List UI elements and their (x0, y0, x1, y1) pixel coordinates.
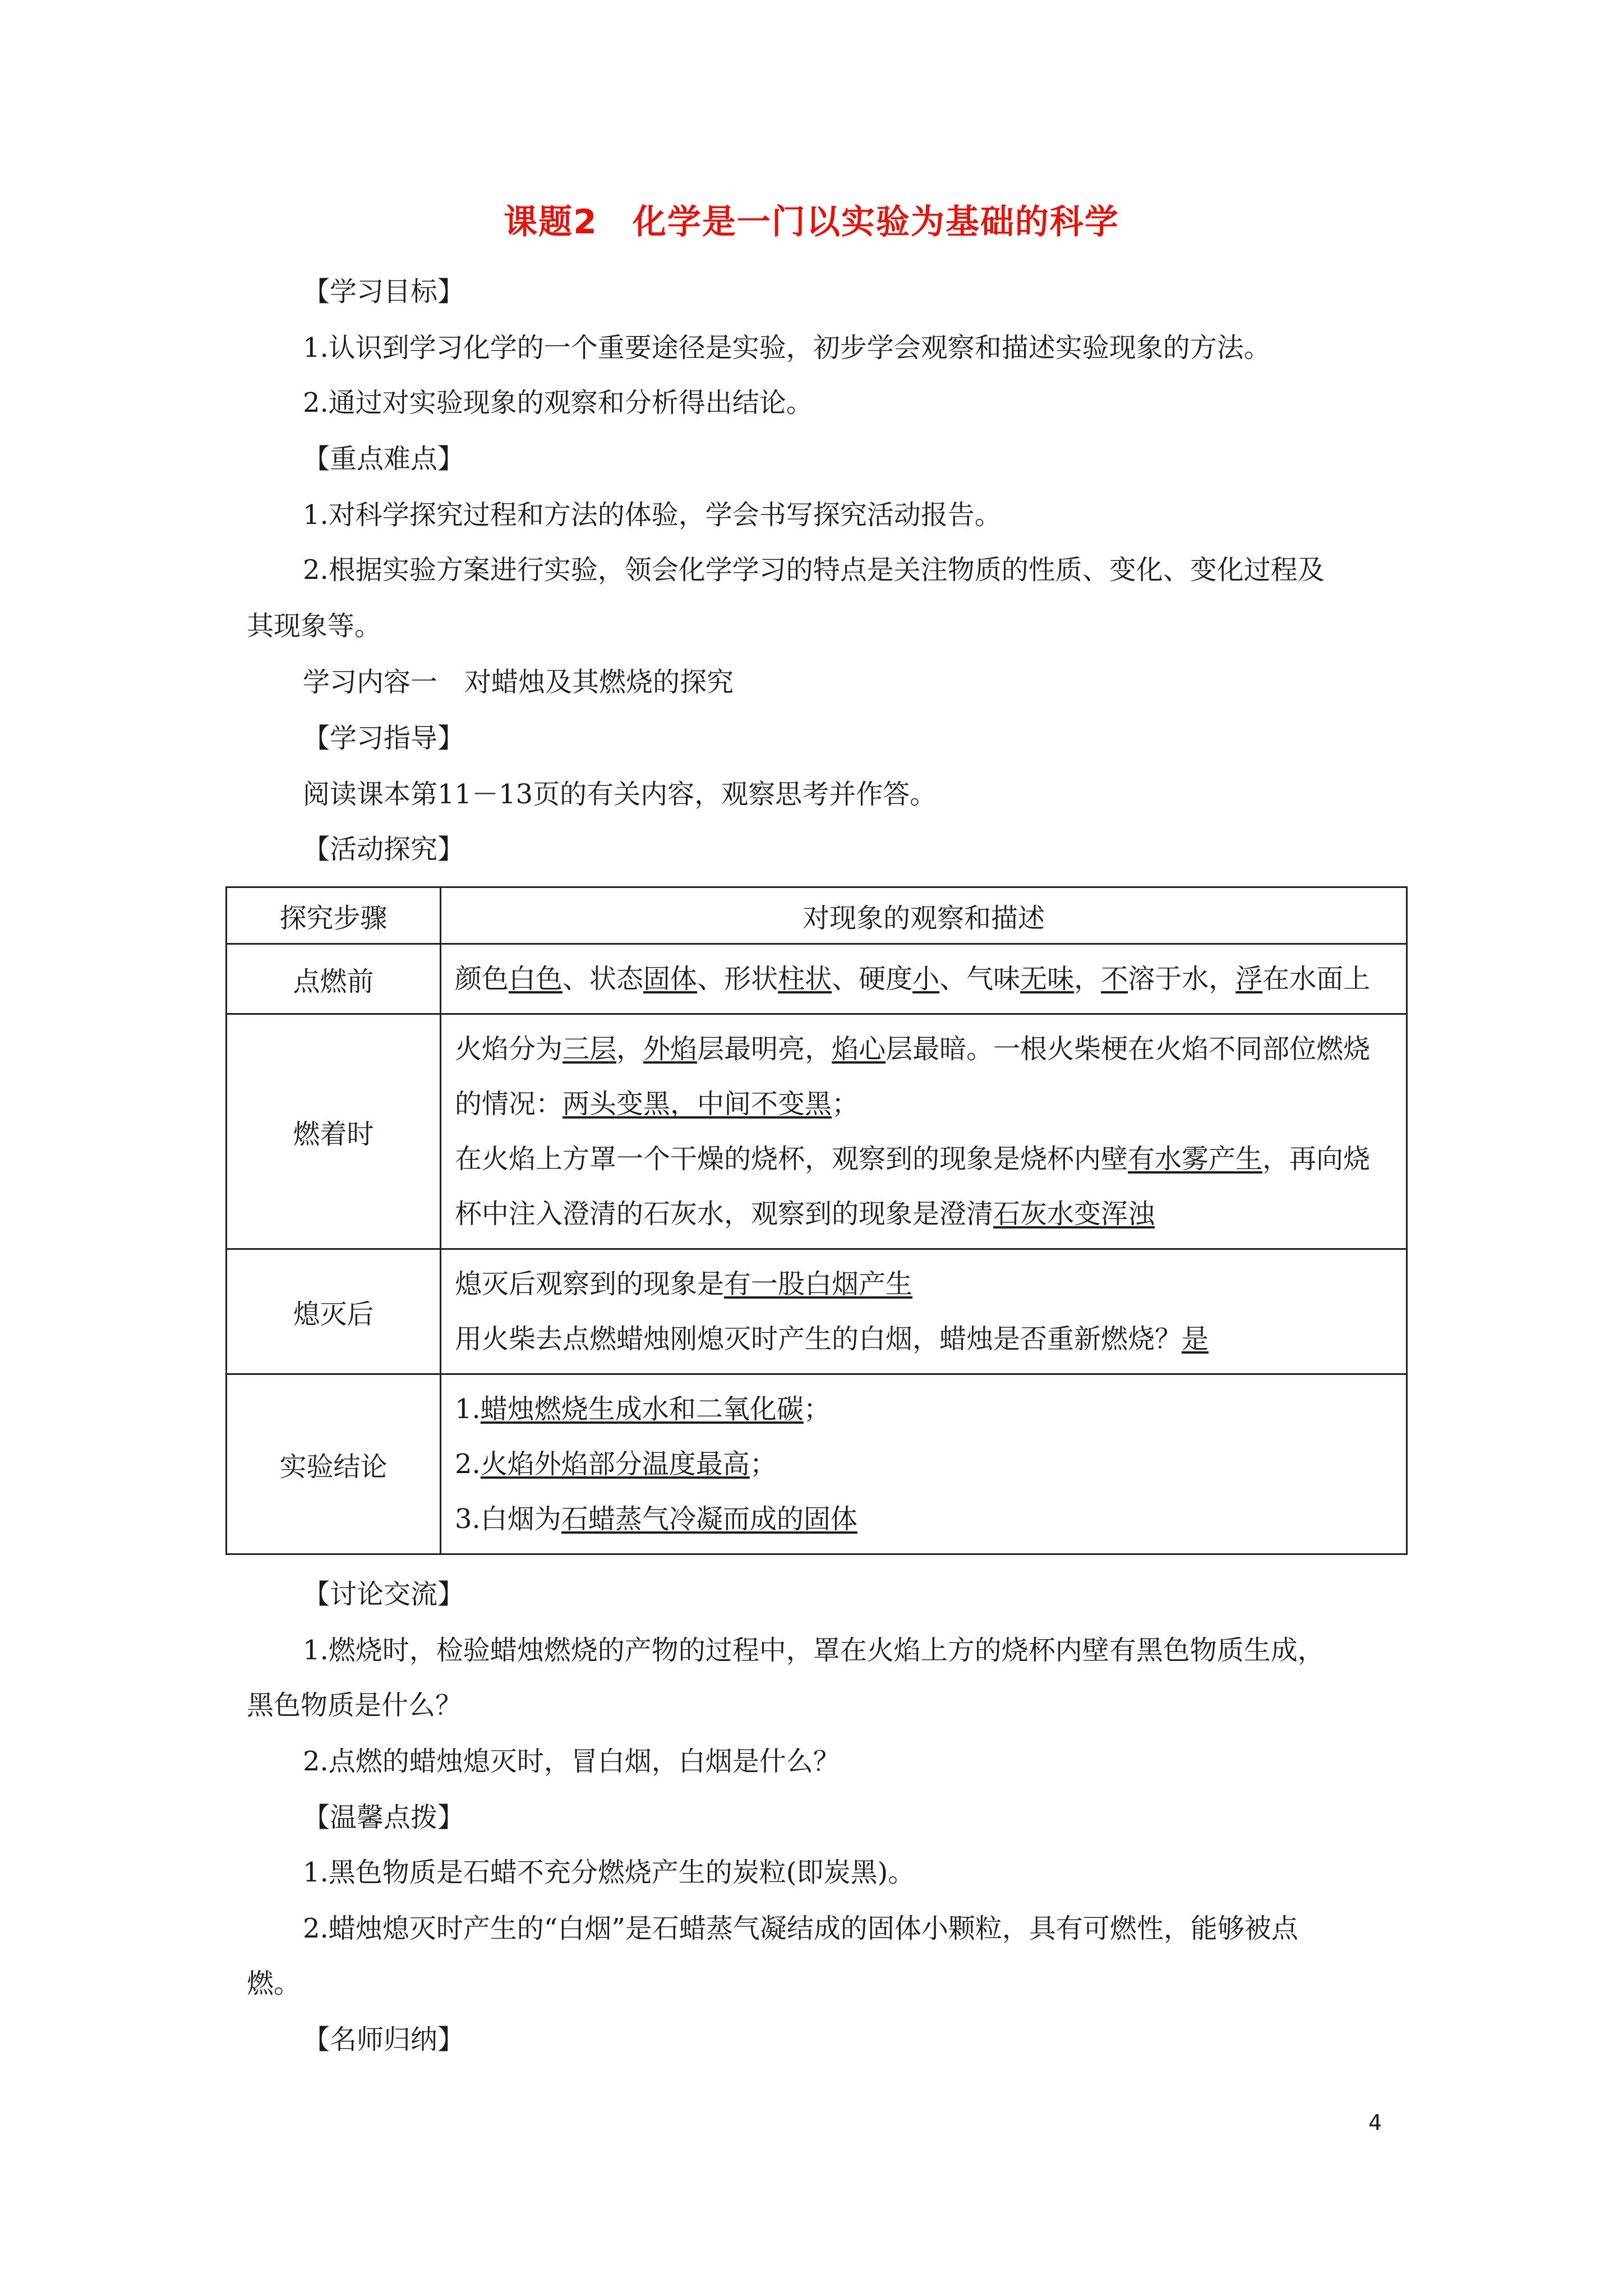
text-run: ； (832, 1088, 859, 1120)
content-1-title: 学习内容一 对蜡烛及其燃烧的探究 (303, 666, 734, 698)
text-run: 、气味 (939, 963, 1021, 995)
text-run: 层最暗。一根火柴梗在火焰不同部位燃烧的情况： (455, 1033, 1371, 1120)
description-cell (441, 1374, 1407, 1554)
answer-blank: 火焰外焰部分温度最高 (480, 1448, 750, 1480)
text-run: 颜色 (455, 963, 509, 995)
text-run: 2. (455, 1448, 481, 1480)
text-run: ，再向烧杯中注入澄清的石灰水，观察到的现象是澄清 (455, 1143, 1371, 1230)
table-row (227, 1014, 1407, 1249)
objective-2: 2.通过对实验现象的观察和分析得出结论。 (303, 387, 813, 418)
table-row (227, 1374, 1407, 1554)
text-run: 1. (455, 1393, 481, 1425)
step-cell: 点燃前 (227, 944, 441, 1014)
answer-blank: 有一股白烟产生 (724, 1268, 913, 1300)
discussion-heading: 【讨论交流】 (303, 1579, 465, 1610)
text-run: 火焰分为 (455, 1033, 563, 1065)
tips-heading: 【温馨点拨】 (303, 1802, 465, 1833)
answer-blank: 无味 (1020, 963, 1075, 995)
answer-blank: 固体 (643, 963, 698, 995)
discussion-q1-line-1: 1.燃烧时，检验蜡烛燃烧的产物的过程中，罩在火焰上方的烧杯内壁有黑色物质生成， (303, 1635, 1325, 1666)
guidance-text: 阅读课本第11－13页的有关内容，观察思考并作答。 (303, 779, 937, 810)
text-run: ； (749, 1448, 777, 1480)
header-description: 对现象的观察和描述 (441, 887, 1407, 944)
description-cell (441, 1014, 1407, 1249)
text-run: 、硬度 (832, 963, 913, 995)
answer-blank: 浮 (1235, 963, 1263, 995)
activity-heading: 【活动探究】 (303, 834, 465, 865)
tip-1: 1.黑色物质是石蜡不充分燃烧产生的炭粒(即炭黑)。 (303, 1857, 915, 1888)
text-run: ， (1074, 963, 1101, 995)
answer-blank: 石蜡蒸气冷凝而成的固体 (561, 1503, 857, 1535)
key-points-heading: 【重点难点】 (303, 443, 465, 475)
page-number: 4 (1368, 2110, 1382, 2135)
table-row (227, 944, 1407, 1014)
guidance-heading: 【学习指导】 (303, 723, 465, 754)
answer-blank: 蜡烛燃烧生成水和二氧化碳 (480, 1393, 804, 1425)
key-point-1: 1.对科学探究过程和方法的体验，学会书写探究活动报告。 (303, 499, 1002, 531)
answer-blank: 三层 (562, 1033, 617, 1065)
text-run: 在水面上 (1262, 963, 1371, 995)
objectives-heading: 【学习目标】 (303, 276, 465, 307)
key-point-2-line-2: 其现象等。 (247, 610, 382, 642)
text-run: 、形状 (697, 963, 778, 995)
answer-blank: 石灰水变浑浊 (993, 1198, 1155, 1230)
text-run: 熄灭后观察到的现象是 (455, 1268, 725, 1300)
answer-blank: 是 (1182, 1323, 1209, 1355)
text-run: 在火焰上方罩一个干燥的烧杯，观察到的现象是烧杯内壁 (455, 1143, 1128, 1175)
key-point-2-line-1: 2.根据实验方案进行实验，领会化学学习的特点是关注物质的性质、变化、变化过程及 (303, 554, 1325, 586)
answer-blank: 白色 (509, 963, 563, 995)
answer-blank: 焰心 (832, 1033, 886, 1065)
table-header-row (227, 887, 1407, 944)
discussion-q1-line-2: 黑色物质是什么？ (247, 1690, 463, 1721)
objective-1: 1.认识到学习化学的一个重要途径是实验，初步学会观察和描述实验现象的方法。 (303, 332, 1271, 364)
activity-table (225, 886, 1408, 1555)
text-run: 溶于水， (1128, 963, 1236, 995)
tip-2-line-2: 燃。 (247, 1968, 301, 1999)
description-cell (441, 944, 1407, 1014)
step-cell: 熄灭后 (227, 1249, 441, 1374)
header-step: 探究步骤 (227, 887, 441, 944)
text-run: 3.白烟为 (455, 1503, 561, 1535)
summary-heading: 【名师归纳】 (303, 2024, 465, 2055)
text-run: ， (616, 1033, 644, 1065)
text-run: ； (803, 1393, 831, 1425)
answer-blank: 有水雾产生 (1128, 1143, 1263, 1175)
step-cell: 实验结论 (227, 1374, 441, 1554)
answer-blank: 两头变黑，中间不变黑 (562, 1088, 832, 1120)
discussion-q2: 2.点燃的蜡烛熄灭时，冒白烟，白烟是什么？ (303, 1746, 840, 1777)
description-cell (441, 1249, 1407, 1374)
text-run: 层最明亮， (697, 1033, 832, 1065)
text-run: 、状态 (562, 963, 644, 995)
answer-blank: 外焰 (643, 1033, 698, 1065)
answer-blank: 柱状 (778, 963, 832, 995)
step-cell: 燃着时 (227, 1014, 441, 1249)
answer-blank: 不 (1101, 963, 1128, 995)
page-title: 课题2 化学是一门以实验为基础的科学 (504, 203, 1119, 242)
tip-2-line-1: 2.蜡烛熄灭时产生的“白烟”是石蜡蒸气凝结成的固体小颗粒，具有可燃性，能够被点 (303, 1913, 1298, 1944)
table-row (227, 1249, 1407, 1374)
text-run: 用火柴去点燃蜡烛刚熄灭时产生的白烟，蜡烛是否重新燃烧？ (455, 1323, 1182, 1355)
answer-blank: 小 (912, 963, 940, 995)
